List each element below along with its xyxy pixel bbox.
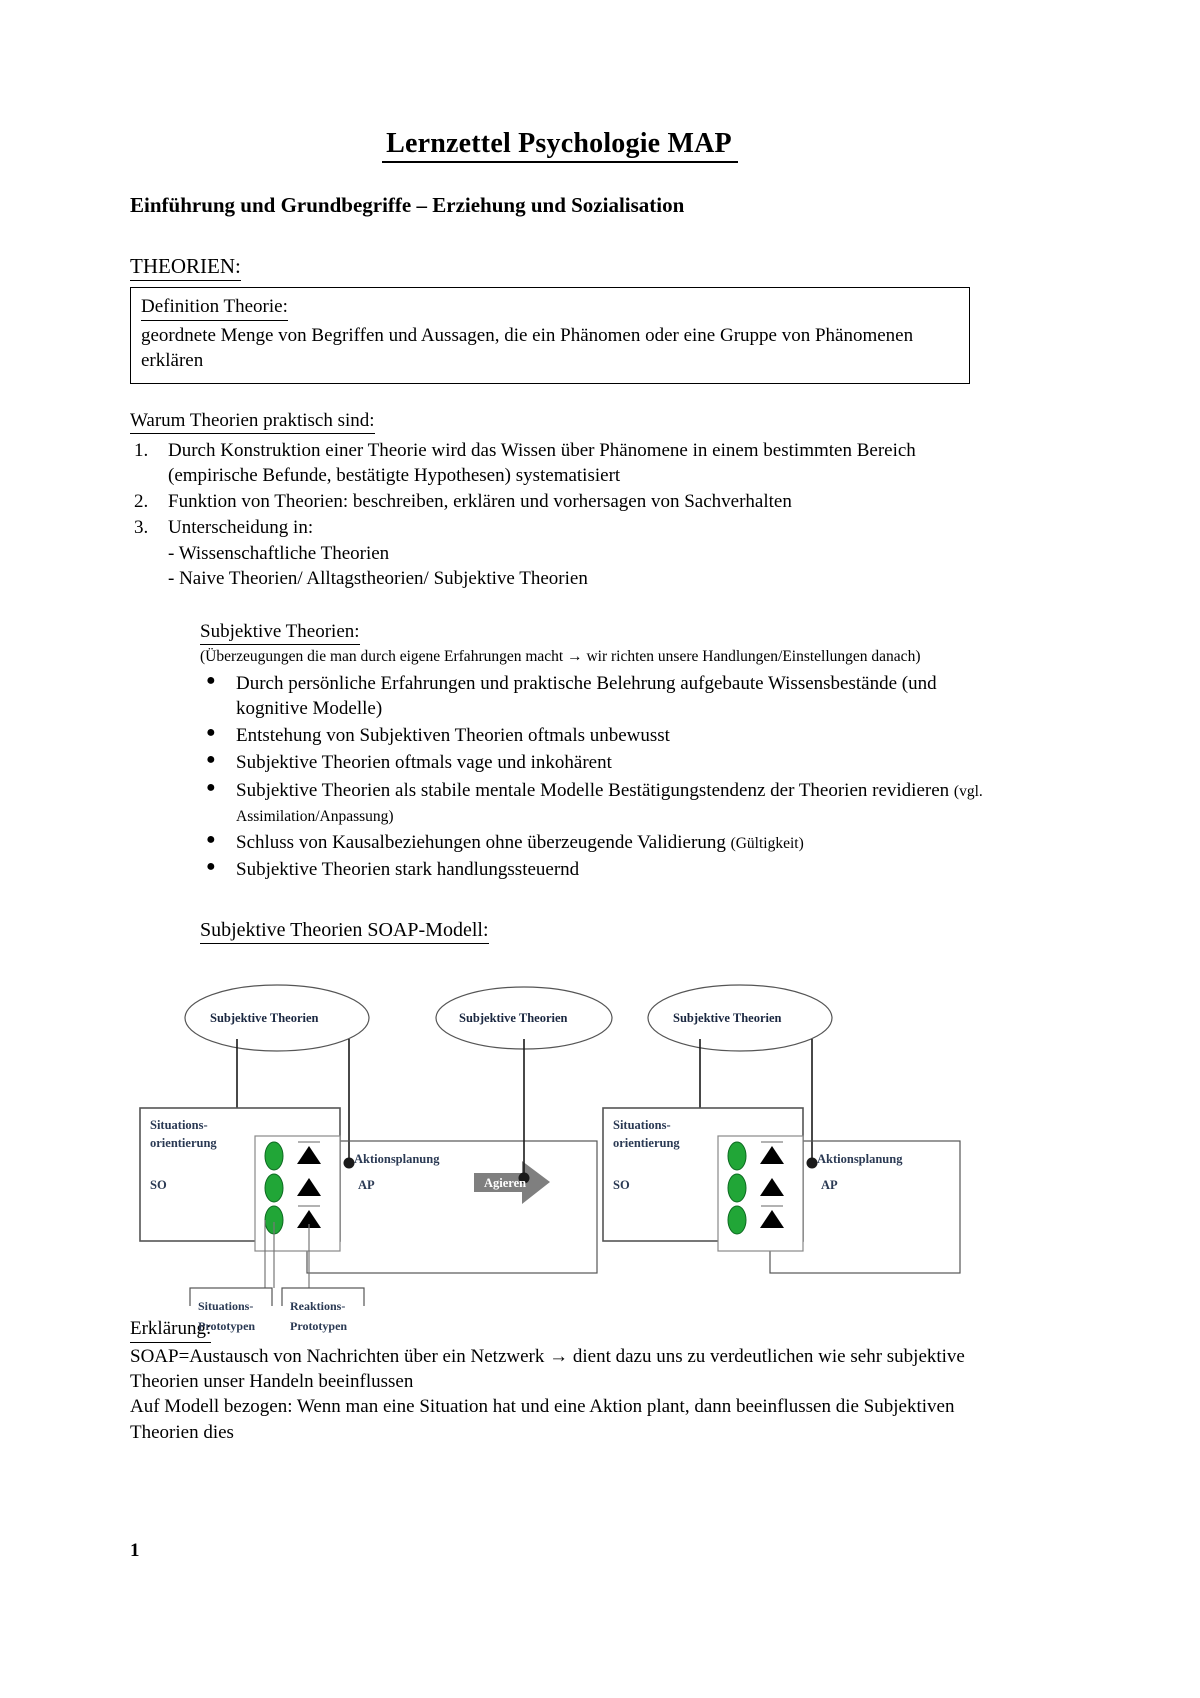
bullet-icon: ● (206, 751, 216, 769)
warum-list (130, 438, 990, 540)
section-heading: Einführung und Grundbegriffe – Erziehung und Sozialisation (130, 193, 685, 217)
soap-heading: Subjektive Theorien SOAP-Modell: (200, 919, 489, 944)
list-item (200, 857, 990, 882)
list-text: Subjektive Theorien stark handlungssteuernd (236, 859, 580, 881)
subjektive-heading: Subjektive Theorien: (200, 621, 360, 645)
agieren-label: Agieren (484, 1175, 527, 1190)
green-ellipse-icon (728, 1174, 746, 1202)
dash-item: - Wissenschaftliche Theorien (168, 543, 390, 565)
list-item (200, 830, 990, 855)
ap-abbrev-left: AP (358, 1177, 375, 1192)
page-number: 1 (130, 1540, 140, 1561)
list-text: Durch persönliche Erfahrungen und praktische Belehrung aufgebaute Wissensbestände (und kognitive Modelle) (236, 672, 937, 719)
erklaerung-heading-wrap (130, 1316, 990, 1344)
page-title (130, 128, 990, 163)
list-item (200, 671, 990, 722)
list-text-small: (Gültigkeit) (730, 835, 804, 853)
aktionsplanung-label-right: Aktionsplanung (817, 1151, 903, 1166)
aktionsplanung-label-left: Aktionsplanung (354, 1151, 440, 1166)
list-marker: 2. (134, 491, 149, 513)
ellipse-label-right: Subjektive Theorien (673, 1010, 782, 1025)
subjektive-bullets (200, 671, 990, 883)
list-item (130, 438, 990, 488)
bullet-icon: ● (206, 831, 216, 849)
list-text: Subjektive Theorien als stabile mentale Modelle Bestätigungstendenz der Theorien revidieren (236, 779, 954, 801)
subjektive-heading-wrap (200, 621, 990, 645)
situations-label-left-line1: Situations- (150, 1117, 208, 1132)
erklaerung-line-1: SOAP=Austausch von Nachrichten über ein Netzwerk → dient dazu uns zu verdeutlichen wie sehr subjektive Theorien unser Handeln beeinflussen (130, 1345, 965, 1393)
definition-title: Definition Theorie: (141, 294, 288, 321)
bullet-icon: ● (206, 724, 216, 742)
definition-body: geordnete Menge von Begriffen und Aussagen, die ein Phänomen oder eine Gruppe von Phänomenen erklären (141, 324, 914, 372)
erklaerung-line-2: Auf Modell bezogen: Wenn man eine Situation hat und eine Aktion plant, dann beeinflussen die Subjektiven Theorien dies (130, 1396, 955, 1443)
subjektive-block (200, 621, 990, 882)
list-item (200, 778, 990, 829)
green-ellipse-icon (265, 1174, 283, 1202)
page-title-text: Lernzettel Psychologie MAP (382, 128, 738, 163)
dash-item: - Naive Theorien/ Alltagstheorien/ Subjektive Theorien (168, 568, 588, 590)
ellipse-label-left: Subjektive Theorien (210, 1010, 319, 1025)
so-abbrev-right: SO (613, 1177, 630, 1192)
list-text-small: (vgl. Assimilation/Anpassung) (236, 782, 983, 825)
warum-heading: Warum Theorien praktisch sind: (130, 410, 375, 434)
reaktions-prototypen-line1: Reaktions- (290, 1298, 346, 1313)
situations-prototypen-line1: Situations- (198, 1298, 254, 1313)
erklaerung-block (130, 1316, 990, 1445)
situations-label-right-line2: orientierung (613, 1135, 680, 1150)
situations-label-left-line2: orientierung (150, 1135, 217, 1150)
list-item (200, 750, 990, 775)
list-text: Entstehung von Subjektiven Theorien oftmals unbewusst (236, 725, 670, 747)
situations-label-right-line1: Situations- (613, 1117, 671, 1132)
list-item (200, 723, 990, 748)
definition-box (130, 287, 970, 384)
theorien-label: THEORIEN: (130, 254, 241, 281)
reaktions-prototypen-line2: Prototypen (290, 1318, 348, 1333)
list-marker: 1. (134, 439, 149, 461)
list-text: Durch Konstruktion einer Theorie wird das Wissen über Phänomene in einem bestimmten Bereich (empirische Befunde, bestätigte Hypothesen) systematisiert (168, 439, 916, 486)
bullet-icon: ● (206, 778, 216, 796)
green-ellipse-icon (728, 1142, 746, 1170)
definition-title-wrap (141, 294, 959, 323)
ellipse-label-middle: Subjektive Theorien (459, 1010, 568, 1025)
list-item (130, 489, 990, 514)
bullet-icon: ● (206, 671, 216, 689)
green-ellipse-icon (728, 1206, 746, 1234)
list-item (130, 515, 990, 540)
so-abbrev-left: SO (150, 1177, 167, 1192)
list-text: Funktion von Theorien: beschreiben, erklären und vorhersagen von Sachverhalten (168, 491, 792, 513)
bullet-icon: ● (206, 858, 216, 876)
warum-heading-wrap (130, 410, 990, 434)
list-text: Subjektive Theorien oftmals vage und inkohärent (236, 752, 612, 774)
situations-prototypen-line2: Prototypen (198, 1318, 256, 1333)
list-marker: 3. (134, 517, 149, 539)
erklaerung-heading: Erklärung: (130, 1316, 211, 1343)
list-text: Unterscheidung in: (168, 517, 314, 539)
document-content (130, 128, 990, 1445)
subjektive-note: (Überzeugungen die man durch eigene Erfahrungen macht → wir richten unsere Handlungen/Einstellungen danach) (200, 648, 921, 666)
connector-dot-ap-left (344, 1157, 355, 1168)
spacer (130, 384, 990, 410)
ap-abbrev-right: AP (821, 1177, 838, 1192)
green-ellipse-icon (265, 1142, 283, 1170)
soap-heading-wrap (200, 919, 990, 950)
connector-dot-ap-right (807, 1157, 818, 1168)
theorien-label-wrap (130, 254, 990, 281)
list-text: Schluss von Kausalbeziehungen ohne überzeugende Validierung (236, 832, 731, 854)
